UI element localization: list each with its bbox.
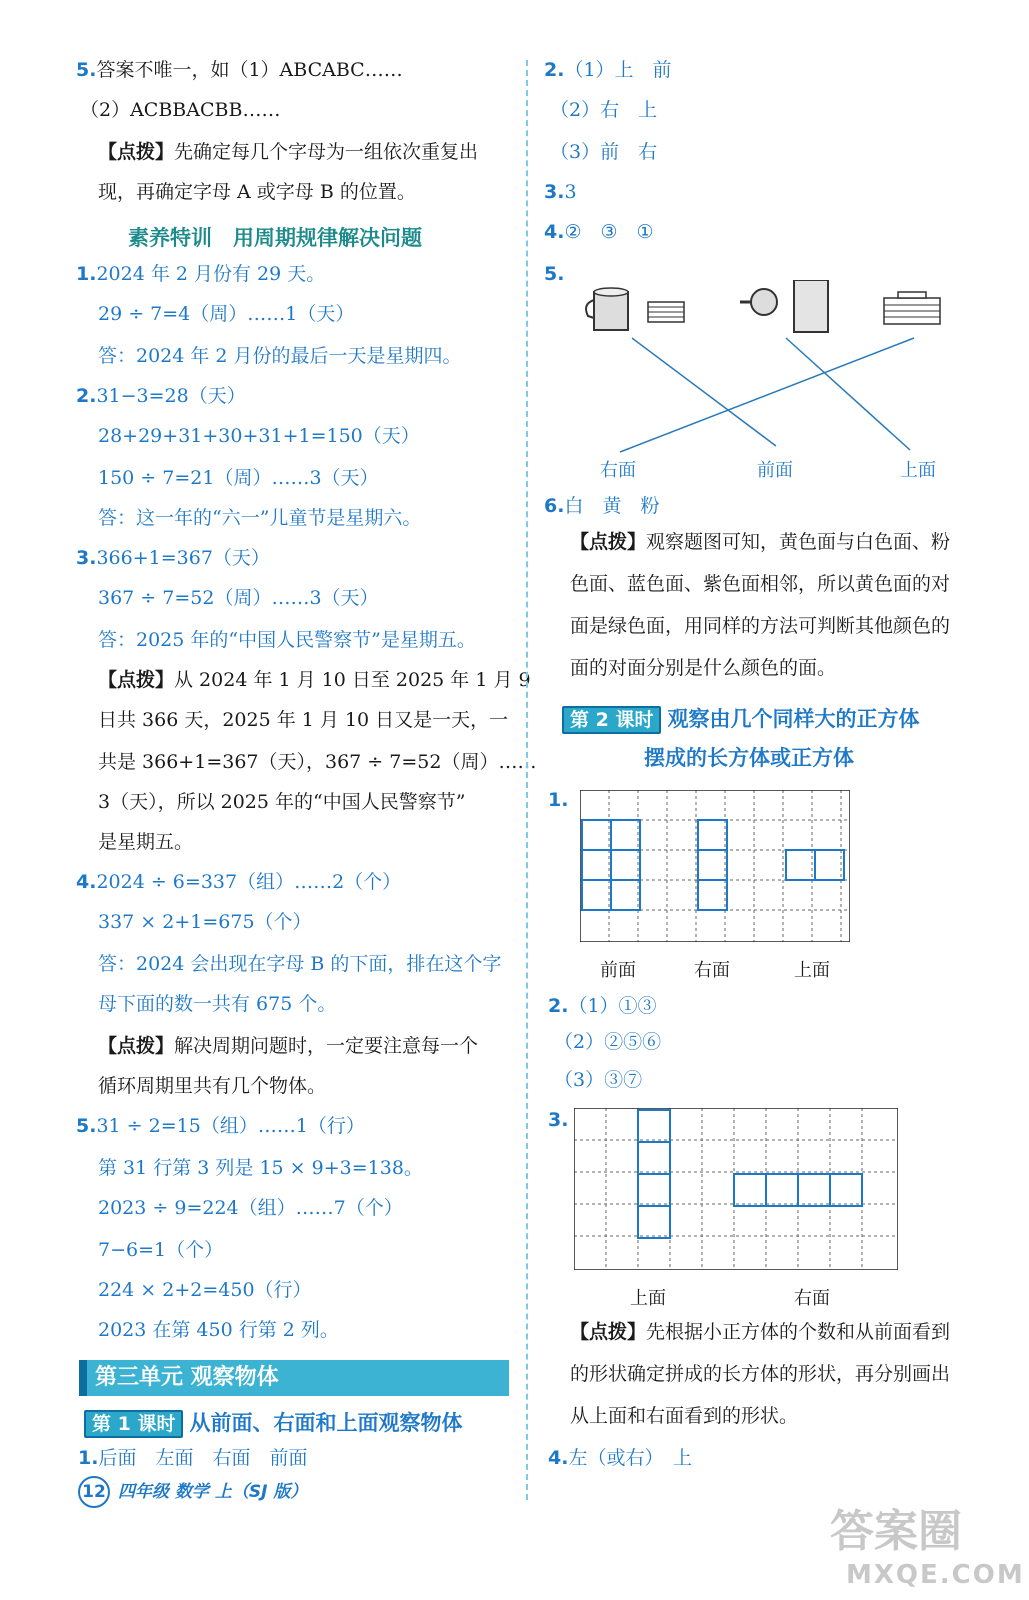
lq1-line2: 29 ÷ 7=4（周）……1（天） [98,303,355,325]
lq3-line1: 3.366+1=367（天） [76,547,270,569]
lq4-line3: 答：2024 会出现在字母 B 的下面，排在这个字 [98,953,502,975]
stack-lines-icon [648,302,684,322]
tip2-line2: 日共 366 天，2025 年 1 月 10 日又是一天，一 [98,709,509,731]
tip2-line1: 【点拨】从 2024 年 1 月 10 日至 2025 年 1 月 9 [98,669,531,691]
tip3-line1: 【点拨】解决周期问题时，一定要注意每一个 [98,1035,479,1057]
rg1-label-front: 前面 [600,960,636,981]
lq2-line2: 28+29+31+30+31+1=150（天） [98,425,420,447]
rq4: 4.② ③ ① [544,221,654,243]
tip2-line5: 是星期五。 [98,831,194,853]
page-number: 12 [78,1476,110,1508]
rq4b: 4.左（或右） 上 [548,1447,692,1469]
match-line-3 [786,338,910,450]
rq2-line3: （3）前 右 [550,141,658,163]
lq5b-line3: 2023 ÷ 9=224（组）……7（个） [98,1197,403,1219]
watermark-logo: 答案圈 [830,1506,962,1557]
rg1-label-top: 上面 [794,960,830,981]
column-divider [526,60,528,1500]
match-line-2 [620,338,914,452]
rtip-line2: 色面、蓝色面、紫色面相邻，所以黄色面的对 [570,573,951,595]
lq4-line1: 4.2024 ÷ 6=337（组）……2（个） [76,871,402,893]
rq6: 6.白 黄 粉 [544,495,660,517]
lq5b-line2: 第 31 行第 3 列是 15 × 9+3=138。 [98,1157,423,1179]
stack-lines-icon-2 [884,292,940,324]
rtip-line3: 面是绿色面，用同样的方法可判断其他颜色的 [570,615,951,637]
book-title: 四年级 数学 上（SJ 版） [118,1482,308,1502]
lq2-line3: 150 ÷ 7=21（周）……3（天） [98,467,379,489]
mug-icon [586,288,628,330]
rtip-line1: 【点拨】观察题图可知，黄色面与白色面、粉 [570,531,951,553]
grid-diagram-3 [574,1108,898,1270]
mug-top-icon [740,289,777,315]
tip2-line3: 共是 366+1=367（天），367 ÷ 7=52（周）…… [98,751,537,773]
lq3-line2: 367 ÷ 7=52（周）……3（天） [98,587,379,609]
rq3: 3.3 [544,181,577,203]
lq5b-line5: 224 × 2+2=450（行） [98,1279,312,1301]
rg1-label-right: 右面 [694,960,730,981]
rtip2-line2: 的形状确定拼成的长方体的形状，再分别画出 [570,1363,951,1385]
view-matching-diagram [580,280,960,480]
rtip2-line1: 【点拨】先根据小正方体的个数和从前面看到 [570,1321,951,1343]
lesson2-header [562,706,919,734]
rtip2-line3: 从上面和右面看到的形状。 [570,1405,799,1427]
unit-banner: 第三单元 观察物体 [79,1360,509,1396]
rq2b-line2: （2）②⑤⑥ [554,1031,662,1053]
lq5b-line6: 2023 在第 450 行第 2 列。 [98,1319,339,1341]
lesson1-q1: 1.后面 左面 右面 前面 [78,1447,308,1469]
rq5-label-right: 右面 [600,460,636,481]
lq2-line4: 答：这一年的“六一”儿童节是星期六。 [98,507,422,529]
lq1-line1: 1.2024 年 2 月份有 29 天。 [76,263,326,285]
rq2-line1: 2.（1）上 前 [544,59,672,81]
tip3-line2: 循环周期里共有几个物体。 [98,1075,327,1097]
rq5-label-top: 上面 [900,460,936,481]
rg3-label-right: 右面 [794,1288,830,1309]
grid-diagram-1 [580,790,850,942]
section-title: 素养特训 用周期规律解决问题 [128,226,422,250]
lq4-line4: 母下面的数一共有 675 个。 [98,993,337,1015]
q5-line1: 5.答案不唯一，如（1）ABCABC…… [76,59,403,81]
tip1-line1: 【点拨】先确定每几个字母为一组依次重复出 [98,141,479,163]
lesson1-badge: 第 1 课时 [84,1410,183,1438]
lesson1-title: 从前面、右面和上面观察物体 [189,1411,463,1435]
tip2-line4: 3（天），所以 2025 年的“中国人民警察节” [98,791,466,813]
rectangle-front-icon [794,280,828,332]
q5-line2: （2）ACBBACBB…… [80,99,281,121]
rq2b-line3: （3）③⑦ [554,1069,643,1091]
lesson2-badge: 第 2 课时 [562,706,661,734]
tip1-line2: 现，再确定字母 A 或字母 B 的位置。 [98,181,416,203]
rq5-label-front: 前面 [757,460,793,481]
lq2-line1: 2.31−3=28（天） [76,385,246,407]
rg3-label-top: 上面 [630,1288,666,1309]
lq4-line2: 337 × 2+1=675（个） [98,911,312,933]
rg3-num: 3. [548,1109,569,1131]
lesson1-header [84,1410,462,1438]
rtip-line4: 面的对面分别是什么颜色的面。 [570,657,837,679]
lq3-line3: 答：2025 年的“中国人民警察节”是星期五。 [98,629,476,651]
watermark-url: MXQE.COM [846,1560,1025,1590]
rg1-num: 1. [548,789,569,811]
rq2-line2: （2）右 上 [550,99,658,121]
match-line-1 [632,338,776,446]
lq5b-line1: 5.31 ÷ 2=15（组）……1（行） [76,1115,365,1137]
rq5-num: 5. [544,263,565,285]
page-footer [78,1476,307,1508]
lesson2-title1: 观察由几个同样大的正方体 [667,707,920,731]
lq1-line3: 答：2024 年 2 月份的最后一天是星期四。 [98,345,462,367]
lesson2-title2: 摆成的长方体或正方体 [644,746,854,770]
lq5b-line4: 7−6=1（个） [98,1239,224,1261]
rq2b-line1: 2.（1）①③ [548,995,657,1017]
